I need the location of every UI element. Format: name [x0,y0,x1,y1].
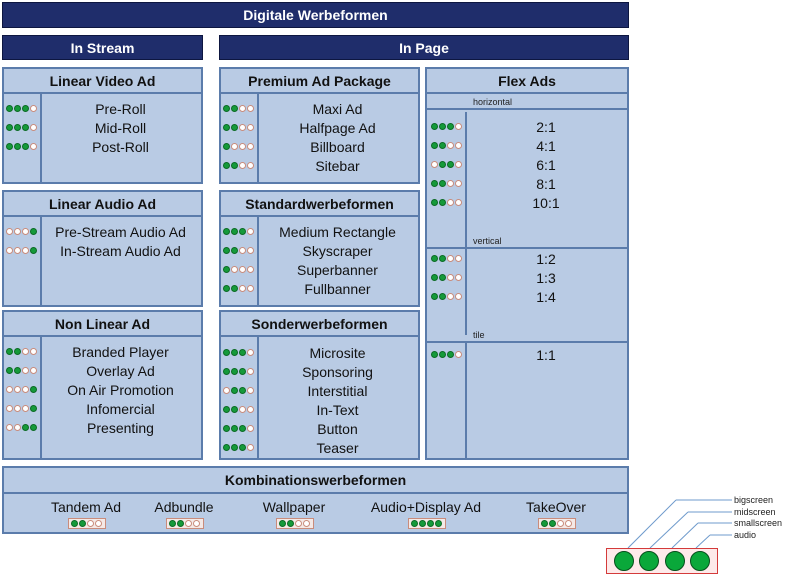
dot-empty-icon [565,520,572,527]
item-label: Halfpage Ad [299,119,376,136]
dot-filled-icon [435,520,442,527]
dot-empty-icon [239,247,246,254]
dot-filled-icon [447,123,454,130]
format-indicator [223,285,255,292]
item-label: Microsite [309,344,366,361]
item-label: 1:1 [536,346,556,363]
dot-filled-icon [439,351,446,358]
main-title-bar [2,2,629,28]
dot-filled-icon [239,349,246,356]
legend-dot-midscreen [639,551,659,571]
format-indicator [431,274,463,281]
item-label: 10:1 [532,194,560,211]
list-item [221,222,418,241]
dot-filled-icon [231,368,238,375]
dot-empty-icon [247,162,254,169]
dot-empty-icon [247,247,254,254]
list-item [427,117,627,136]
dot-empty-icon [447,255,454,262]
dot-empty-icon [447,293,454,300]
list-item [4,137,201,156]
list-item [221,438,418,457]
dot-empty-icon [447,180,454,187]
item-label: Superbanner [297,261,378,278]
list-item [221,260,418,279]
dot-filled-icon [14,143,21,150]
dot-empty-icon [455,274,462,281]
item-label: Sponsoring [302,363,373,380]
dot-filled-icon [549,520,556,527]
in-stream-title: In Stream [70,39,135,56]
dot-empty-icon [447,274,454,281]
dot-filled-icon [239,387,246,394]
dot-filled-icon [14,348,21,355]
non-linear-title: Non Linear Ad [4,312,201,337]
linear-video-panel [2,67,203,184]
flex-tile-label: tile [427,329,627,343]
format-indicator [68,518,106,529]
dot-empty-icon [455,123,462,130]
list-item [4,222,201,241]
format-indicator [223,247,255,254]
dot-empty-icon [455,180,462,187]
list-item [221,343,418,362]
item-label: Button [317,420,358,437]
dot-filled-icon [223,266,230,273]
dot-filled-icon [223,247,230,254]
dot-empty-icon [247,387,254,394]
dot-empty-icon [239,162,246,169]
dot-empty-icon [14,247,21,254]
item-label: 8:1 [536,175,556,192]
kombination-item-label: TakeOver [526,499,586,515]
list-item [221,279,418,298]
dot-empty-icon [239,406,246,413]
dot-empty-icon [239,266,246,273]
dot-filled-icon [239,368,246,375]
dot-filled-icon [14,105,21,112]
dot-filled-icon [231,406,238,413]
dot-filled-icon [431,142,438,149]
dot-filled-icon [279,520,286,527]
dot-empty-icon [239,105,246,112]
list-item [221,99,418,118]
format-indicator [6,124,38,131]
dot-filled-icon [239,444,246,451]
sonder-title: Sonderwerbeformen [221,312,418,337]
dot-filled-icon [30,247,37,254]
dot-empty-icon [14,424,21,431]
format-indicator [166,518,204,529]
format-indicator [223,387,255,394]
dot-empty-icon [447,142,454,149]
list-item [427,249,627,268]
item-label: 4:1 [536,137,556,154]
item-label: Fullbanner [304,280,371,297]
dot-empty-icon [22,386,29,393]
dot-empty-icon [87,520,94,527]
dot-empty-icon [247,105,254,112]
format-indicator [223,162,255,169]
dot-empty-icon [557,520,564,527]
list-item [221,381,418,400]
dot-empty-icon [30,124,37,131]
item-label: Interstitial [307,382,368,399]
item-label: Teaser [316,439,359,456]
dot-filled-icon [231,444,238,451]
dot-empty-icon [193,520,200,527]
dot-empty-icon [6,247,13,254]
dot-filled-icon [411,520,418,527]
item-label: 1:3 [536,269,556,286]
kombination-panel [2,466,629,534]
dot-filled-icon [439,180,446,187]
dot-empty-icon [247,349,254,356]
dot-filled-icon [439,274,446,281]
item-label: Branded Player [72,343,169,360]
format-indicator [276,518,314,529]
dot-empty-icon [22,228,29,235]
item-label: Sitebar [315,157,360,174]
kombination-item-label: Wallpaper [262,499,326,515]
format-indicator [223,105,255,112]
list-item [427,268,627,287]
dot-empty-icon [239,143,246,150]
list-item [4,342,201,361]
list-item [4,361,201,380]
list-item [427,174,627,193]
list-item [221,362,418,381]
item-label: Maxi Ad [312,100,363,117]
dot-empty-icon [247,124,254,131]
list-item [427,155,627,174]
main-title: Digitale Werbeformen [243,7,388,23]
format-indicator [431,351,463,358]
dot-filled-icon [231,247,238,254]
dot-filled-icon [431,180,438,187]
in-page-bar [219,35,629,60]
list-item [4,118,201,137]
dot-filled-icon [223,368,230,375]
dot-filled-icon [6,143,13,150]
list-item [4,399,201,418]
list-item [221,419,418,438]
flex-title: Flex Ads [427,69,627,94]
format-indicator [223,425,255,432]
format-indicator [6,367,38,374]
dot-empty-icon [22,367,29,374]
item-label: Billboard [310,138,365,155]
dot-empty-icon [30,105,37,112]
dot-filled-icon [431,274,438,281]
dot-filled-icon [223,444,230,451]
list-item [221,137,418,156]
item-label: In-Text [316,401,359,418]
dot-filled-icon [22,424,29,431]
list-item [221,118,418,137]
legend-smallscreen: smallscreen [734,518,783,528]
item-label: Mid-Roll [94,119,147,136]
format-indicator [223,349,255,356]
dot-empty-icon [95,520,102,527]
dot-filled-icon [231,162,238,169]
dot-filled-icon [223,285,230,292]
format-indicator [223,143,255,150]
dot-empty-icon [6,424,13,431]
dot-filled-icon [231,387,238,394]
dot-empty-icon [431,161,438,168]
standard-panel [219,190,420,307]
linear-audio-panel [2,190,203,307]
dot-empty-icon [14,386,21,393]
format-indicator [6,348,38,355]
list-item [4,241,201,260]
dot-filled-icon [239,425,246,432]
dot-filled-icon [541,520,548,527]
list-item [221,241,418,260]
list-item [4,418,201,437]
list-item [427,345,627,364]
flex-panel [425,67,629,460]
list-item [221,156,418,175]
dot-empty-icon [231,143,238,150]
dot-empty-icon [247,143,254,150]
kombination-item-label: Adbundle [154,499,214,515]
dot-filled-icon [223,162,230,169]
list-item [4,380,201,399]
dot-filled-icon [439,199,446,206]
dot-empty-icon [22,247,29,254]
dot-empty-icon [295,520,302,527]
dot-empty-icon [22,348,29,355]
item-label: Overlay Ad [86,362,155,379]
format-indicator [6,143,38,150]
dot-filled-icon [177,520,184,527]
format-indicator [223,444,255,451]
dot-filled-icon [6,105,13,112]
list-item [427,193,627,212]
format-indicator [6,247,38,254]
format-indicator [223,124,255,131]
dot-empty-icon [30,348,37,355]
dot-filled-icon [231,349,238,356]
dot-empty-icon [455,199,462,206]
dot-empty-icon [6,405,13,412]
item-label: Pre-Roll [95,100,146,117]
dot-filled-icon [71,520,78,527]
flex-vertical-label: vertical [427,235,627,249]
dot-empty-icon [185,520,192,527]
dot-empty-icon [6,386,13,393]
dot-empty-icon [223,387,230,394]
kombination-item-label: Tandem Ad [50,499,122,515]
item-label: Presenting [87,419,154,436]
dot-filled-icon [14,124,21,131]
legend-audio: audio [734,530,757,540]
dot-filled-icon [431,199,438,206]
list-item [221,400,418,419]
dot-filled-icon [231,124,238,131]
sonder-panel [219,310,420,460]
dot-empty-icon [455,293,462,300]
legend-dot-audio [690,551,710,571]
dot-filled-icon [431,123,438,130]
list-item [427,136,627,155]
format-indicator [6,424,38,431]
dot-empty-icon [455,142,462,149]
dot-empty-icon [6,228,13,235]
premium-panel [219,67,420,184]
dot-filled-icon [22,143,29,150]
dot-empty-icon [239,285,246,292]
dot-filled-icon [223,105,230,112]
dot-filled-icon [231,105,238,112]
dot-empty-icon [247,285,254,292]
dot-empty-icon [455,351,462,358]
format-indicator [6,386,38,393]
item-label: 2:1 [536,118,556,135]
item-label: Pre-Stream Audio Ad [55,223,186,240]
dot-filled-icon [231,425,238,432]
dot-filled-icon [439,293,446,300]
item-label: Medium Rectangle [279,223,396,240]
dot-empty-icon [455,255,462,262]
dot-filled-icon [431,293,438,300]
format-indicator [431,142,463,149]
dot-filled-icon [6,348,13,355]
dot-empty-icon [247,228,254,235]
format-indicator [538,518,576,529]
dot-filled-icon [22,124,29,131]
dot-filled-icon [223,406,230,413]
dot-filled-icon [431,351,438,358]
dot-empty-icon [247,425,254,432]
dot-filled-icon [6,367,13,374]
dot-filled-icon [30,228,37,235]
legend-dot-smallscreen [665,551,685,571]
format-indicator [431,161,463,168]
format-indicator [223,228,255,235]
item-label: Skyscraper [302,242,373,259]
dot-empty-icon [247,368,254,375]
dot-empty-icon [231,266,238,273]
item-label: 1:2 [536,250,556,267]
legend-bigscreen: bigscreen [734,495,774,505]
linear-audio-title: Linear Audio Ad [4,192,201,217]
dot-filled-icon [30,386,37,393]
format-indicator [431,255,463,262]
dot-empty-icon [14,405,21,412]
item-label: On Air Promotion [67,381,174,398]
dot-filled-icon [22,105,29,112]
in-page-title: In Page [399,39,449,56]
legend-box [606,548,718,574]
legend-dot-bigscreen [614,551,634,571]
dot-filled-icon [439,123,446,130]
dot-filled-icon [6,124,13,131]
dot-empty-icon [455,161,462,168]
format-indicator [431,123,463,130]
dot-empty-icon [303,520,310,527]
dot-empty-icon [30,367,37,374]
format-indicator [408,518,446,529]
dot-filled-icon [447,161,454,168]
format-indicator [223,368,255,375]
item-label: 1:4 [536,288,556,305]
linear-video-title: Linear Video Ad [4,69,201,94]
dot-filled-icon [223,228,230,235]
item-label: 6:1 [536,156,556,173]
dot-filled-icon [223,349,230,356]
dot-filled-icon [223,124,230,131]
format-indicator [6,105,38,112]
dot-empty-icon [239,124,246,131]
dot-filled-icon [223,143,230,150]
dot-filled-icon [30,424,37,431]
non-linear-panel [2,310,203,460]
dot-filled-icon [30,405,37,412]
dot-filled-icon [223,425,230,432]
dot-filled-icon [239,228,246,235]
dot-filled-icon [447,351,454,358]
dot-filled-icon [431,255,438,262]
dot-filled-icon [79,520,86,527]
item-label: Infomercial [86,400,155,417]
dot-empty-icon [447,199,454,206]
format-indicator [431,293,463,300]
kombination-title: Kombinationswerbeformen [4,468,627,494]
dot-empty-icon [247,406,254,413]
list-item [427,287,627,306]
dot-empty-icon [247,444,254,451]
flex-horizontal-label: horizontal [427,96,627,110]
dot-filled-icon [439,142,446,149]
item-label: Post-Roll [92,138,149,155]
item-label: In-Stream Audio Ad [60,242,181,259]
list-item [4,99,201,118]
format-indicator [6,228,38,235]
dot-filled-icon [231,228,238,235]
legend-midscreen: midscreen [734,507,776,517]
standard-title: Standardwerbeformen [221,192,418,217]
dot-empty-icon [14,228,21,235]
dot-filled-icon [169,520,176,527]
dot-filled-icon [419,520,426,527]
dot-empty-icon [247,266,254,273]
format-indicator [6,405,38,412]
dot-filled-icon [231,285,238,292]
format-indicator [223,406,255,413]
format-indicator [431,199,463,206]
format-indicator [223,266,255,273]
dot-filled-icon [439,161,446,168]
dot-filled-icon [439,255,446,262]
dot-empty-icon [22,405,29,412]
in-stream-bar [2,35,203,60]
premium-title: Premium Ad Package [221,69,418,94]
dot-filled-icon [14,367,21,374]
format-indicator [431,180,463,187]
dot-empty-icon [30,143,37,150]
dot-filled-icon [427,520,434,527]
dot-filled-icon [287,520,294,527]
kombination-item-label: Audio+Display Ad [370,499,482,515]
